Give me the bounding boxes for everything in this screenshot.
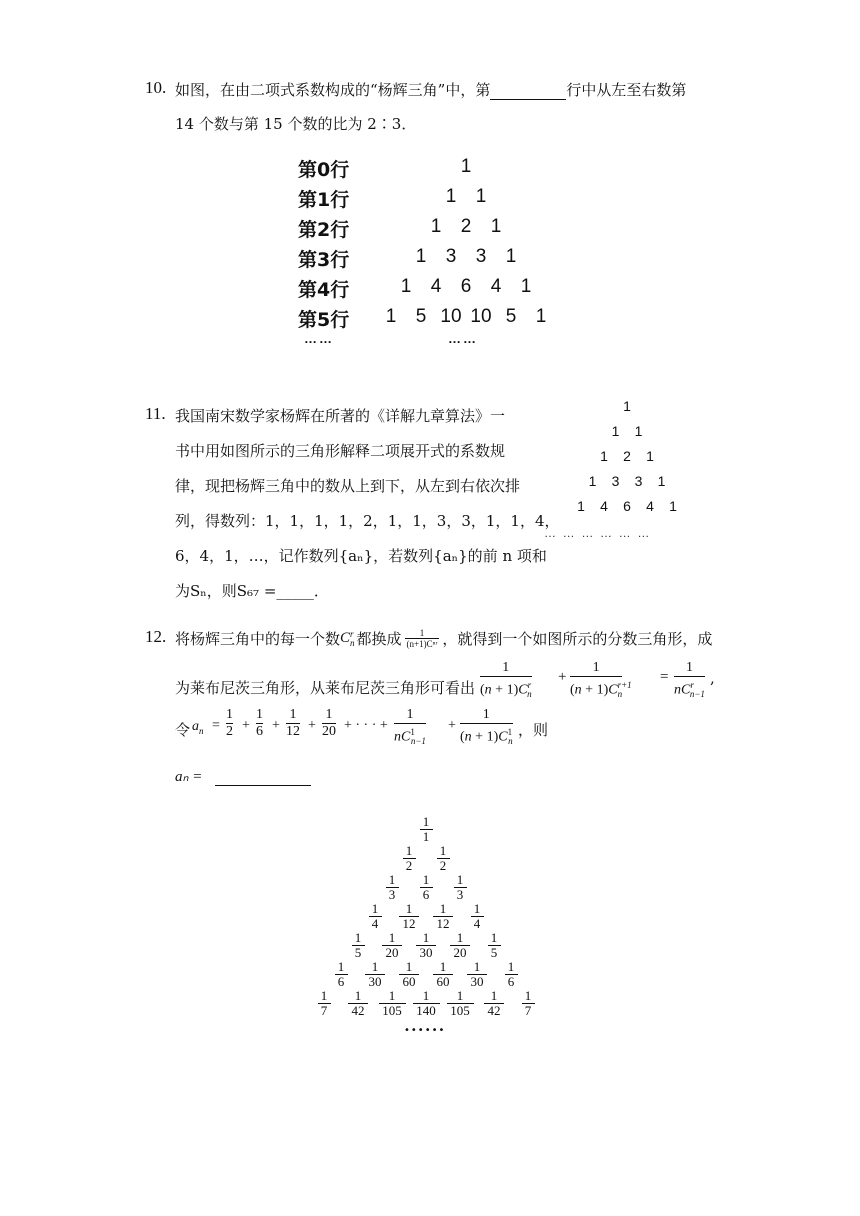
q12-fraction-numerator: 1	[490, 930, 498, 945]
q12-line4	[175, 767, 311, 786]
q12-line1-d: ，就得到一个如图所示的分数三角形，成	[442, 630, 713, 648]
q10-line1-a: 如图，在由二项式系数构成的“杨辉三角”中，第	[175, 81, 491, 99]
q10-cell-3-2: 3	[475, 246, 487, 267]
q12-fraction-denominator: 2	[439, 858, 447, 873]
q12-fraction-denominator: 6	[337, 974, 345, 989]
q12-fraction-4-2	[411, 931, 441, 960]
q12-fraction-denominator: 42	[487, 1003, 501, 1018]
q12-fraction-numerator: 1	[524, 988, 532, 1003]
q12-fraction-denominator: 30	[470, 974, 484, 989]
q10-cell-0-0: 1	[460, 156, 472, 177]
q12-fraction-5-2	[394, 960, 424, 989]
q12-fraction-numerator: 1	[388, 988, 396, 1003]
q12-fraction-numerator: 1	[456, 988, 464, 1003]
q10-cell-3-1: 3	[445, 246, 457, 267]
q12-fraction-numerator: 1	[507, 959, 515, 974]
q12-line3-a: 令	[175, 721, 191, 739]
q10-row-label-4: 第4行	[298, 279, 350, 301]
q11-pascal-figure	[544, 398, 710, 543]
q12-fraction-denominator: 7	[320, 1003, 328, 1018]
q12-fraction-6-1	[343, 989, 373, 1018]
q12-fraction-denominator: 30	[368, 974, 382, 989]
q12-line1-b: 都换成	[356, 630, 402, 648]
q12-fraction-numerator: 1	[371, 901, 379, 916]
q12-an-formula	[192, 705, 532, 747]
q12-fraction-denominator: 20	[453, 945, 467, 960]
q10-cell-2-2: 1	[490, 216, 502, 237]
q12-leibniz-figure	[300, 815, 560, 1050]
q10-cell-5-2: 10	[440, 306, 462, 327]
q12-fraction-numerator: 1	[422, 930, 430, 945]
q12-an-term-last: 1 $(n + 1)C^1_n$	[460, 707, 513, 747]
q10-cell-2-1: 2	[460, 216, 472, 237]
q12-answer-blank[interactable]	[215, 767, 311, 786]
q12-an-plus: +	[242, 718, 250, 733]
q12-an-plus: + · · · +	[344, 718, 388, 733]
q10-cell-5-4: 5	[505, 306, 517, 327]
q11-cell-4-1: 4	[600, 498, 608, 514]
q12-fraction-numerator: 1	[405, 959, 413, 974]
q12-fraction-denominator: 5	[490, 945, 498, 960]
q11-number: 11.	[145, 404, 166, 423]
q12-fraction-numerator: 1	[422, 814, 430, 829]
q12-fraction-4-3	[445, 931, 475, 960]
q11-cell-2-1: 2	[623, 448, 631, 464]
q10-cell-4-0: 1	[400, 276, 412, 297]
q12-fraction-6-4	[445, 989, 475, 1018]
q10-cell-4-4: 1	[520, 276, 532, 297]
q12-identity-formula	[478, 660, 718, 700]
q10-cell-1-0: 1	[445, 186, 457, 207]
q12-number: 12.	[145, 627, 167, 646]
q11-cell-4-2: 6	[623, 498, 631, 514]
q12-fraction-numerator: 1	[473, 901, 481, 916]
q12-identity-rhs: 1 $nC^r_{n-1}$	[674, 660, 705, 700]
q10-row-label-2: 第2行	[298, 219, 350, 241]
q10-cell-5-1: 5	[415, 306, 427, 327]
q12-fraction-5-4	[462, 960, 492, 989]
q11-cell-2-0: 1	[600, 448, 608, 464]
q12-fraction-4-1	[377, 931, 407, 960]
q12-fraction-6-2	[377, 989, 407, 1018]
q12-line1-c-indices: r n	[350, 628, 355, 648]
q10-cell-5-3: 10	[470, 306, 492, 327]
q12-fraction-numerator: 1	[388, 872, 396, 887]
q12-fraction-denominator: 60	[436, 974, 450, 989]
q10-number: 10.	[145, 78, 167, 97]
q10-cell-3-3: 1	[505, 246, 517, 267]
q11-cell-3-0: 1	[588, 473, 597, 489]
q12-ellipsis: ••••••	[404, 1025, 446, 1036]
q12-fraction-2-2	[445, 873, 475, 902]
q12-fraction-3-1	[394, 902, 424, 931]
q12-fraction-5-3	[428, 960, 458, 989]
q12-fraction-6-5	[479, 989, 509, 1018]
q11-cell-1-1: 1	[634, 423, 643, 439]
q11-cell-3-1: 3	[611, 473, 620, 489]
q11-cell-1-0: 1	[611, 423, 620, 439]
q10-cell-1-1: 1	[475, 186, 487, 207]
q12-fraction-numerator: 1	[439, 843, 447, 858]
q12-fraction-denominator: 42	[351, 1003, 365, 1018]
q10-cell-4-2: 6	[460, 276, 472, 297]
q12-fraction-numerator: 1	[456, 872, 464, 887]
q12-an-term-n: 1 $nC^1_{n-1}$	[394, 707, 426, 747]
q12-line1	[175, 628, 712, 649]
q12-fraction-numerator: 1	[422, 872, 430, 887]
q12-fraction-4-0	[343, 931, 373, 960]
q12-an-plus: +	[448, 718, 456, 733]
q12-fraction-numerator: 1	[439, 959, 447, 974]
q10-answer-blank[interactable]	[490, 81, 566, 100]
q12-line1-frac-num: 1	[419, 628, 425, 638]
q12-fraction-5-0	[326, 960, 356, 989]
q12-line1-c: C	[340, 630, 351, 646]
q12-fraction-6-3	[411, 989, 441, 1018]
q10-number-ellipsis: ……	[448, 331, 478, 346]
q12-fraction-denominator: 105	[382, 1003, 402, 1018]
q12-fraction-numerator: 1	[456, 930, 464, 945]
q12-fraction-numerator: 1	[354, 988, 362, 1003]
q12-an-equals: =	[212, 718, 220, 733]
q11-line-4: 6，4，1，…，记作数列{aₙ}，若数列{aₙ}的前 n 项和	[175, 547, 547, 565]
q12-fraction-denominator: 12	[402, 916, 416, 931]
q12-an-symbol: $a_n$	[192, 719, 204, 736]
q12-fraction-numerator: 1	[490, 988, 498, 1003]
q12-fraction-4-4	[479, 931, 509, 960]
q12-fraction-denominator: 4	[473, 916, 481, 931]
q12-fraction-denominator: 6	[422, 887, 430, 902]
q12-identity-term1: 1 $(n + 1)C^r_n$	[480, 660, 532, 700]
q11-cell-4-0: 1	[577, 498, 585, 514]
q12-fraction-numerator: 1	[320, 988, 328, 1003]
q11-cell-2-2: 1	[646, 448, 654, 464]
q11-line-5: 为Sₙ，则S₆₇ =_____．	[175, 582, 329, 600]
q12-an-plus: +	[272, 718, 280, 733]
q11-line-3: 列，得数列：1，1，1，1，2，1，1，3，3，1，1，4，	[175, 512, 560, 530]
q10-line2: 14 个数与第 15 个数的比为 2∶3．	[175, 115, 417, 133]
q12-fraction-denominator: 105	[450, 1003, 470, 1018]
q12-fraction-denominator: 3	[456, 887, 464, 902]
q12-line2: 为莱布尼茨三角形，从莱布尼茨三角形可看出	[175, 679, 476, 697]
q12-fraction-numerator: 1	[337, 959, 345, 974]
q12-fraction-denominator: 20	[385, 945, 399, 960]
q10-cell-4-3: 4	[490, 276, 502, 297]
q10-row-label-3: 第3行	[298, 249, 350, 271]
q10-cell-5-0: 1	[385, 306, 397, 327]
q12-identity-equals: =	[660, 669, 669, 685]
q12-line1-frac-den: (n+1)Cⁿʳ	[406, 639, 438, 649]
q11-line-1: 书中用如图所示的三角形解释二项展开式的系数规	[175, 442, 506, 460]
q10-row-label-1: 第1行	[298, 189, 350, 211]
q12-line1-fraction	[405, 628, 440, 649]
q11-line-2: 律，现把杨辉三角中的数从上到下，从左到右依次排	[175, 477, 521, 495]
q10-row-label-0: 第0行	[298, 159, 350, 181]
q12-an-term-4: 1 20	[322, 707, 336, 739]
q12-fraction-2-0	[377, 873, 407, 902]
q12-identity-comma: ,	[710, 669, 715, 687]
q12-fraction-6-6	[513, 989, 543, 1018]
q12-fraction-numerator: 1	[422, 988, 430, 1003]
q12-fraction-1-0	[394, 844, 424, 873]
q11-cell-4-4: 1	[669, 498, 677, 514]
q11-cell-0-0: 1	[623, 398, 631, 414]
q12-an-plus: +	[308, 718, 316, 733]
q12-fraction-denominator: 12	[436, 916, 450, 931]
q12-an-term-2: 1 6	[256, 707, 263, 739]
q12-fraction-denominator: 3	[388, 887, 396, 902]
q12-line1-a: 将杨辉三角中的每一个数	[175, 630, 341, 648]
q12-fraction-2-1	[411, 873, 441, 902]
q12-fraction-5-1	[360, 960, 390, 989]
q12-fraction-numerator: 1	[388, 930, 396, 945]
q12-fraction-numerator: 1	[439, 901, 447, 916]
q12-fraction-3-0	[360, 902, 390, 931]
q10-cell-2-0: 1	[430, 216, 442, 237]
q10-cell-5-5: 1	[535, 306, 547, 327]
q12-fraction-numerator: 1	[405, 843, 413, 858]
q12-fraction-numerator: 1	[473, 959, 481, 974]
q10-cell-3-0: 1	[415, 246, 427, 267]
q12-fraction-denominator: 5	[354, 945, 362, 960]
q10-pascal-figure	[298, 155, 568, 355]
q12-fraction-6-0	[309, 989, 339, 1018]
q12-fraction-numerator: 1	[371, 959, 379, 974]
q11-cell-3-3: 1	[657, 473, 666, 489]
q10-line1	[175, 79, 686, 100]
q10-label-ellipsis: ……	[304, 331, 334, 346]
q12-fraction-denominator: 60	[402, 974, 416, 989]
q12-fraction-numerator: 1	[405, 901, 413, 916]
q12-fraction-denominator: 7	[524, 1003, 532, 1018]
q12-fraction-3-2	[428, 902, 458, 931]
q12-fraction-3-3	[462, 902, 492, 931]
q12-fraction-denominator: 1	[422, 829, 430, 844]
q11-ellipsis-row: … … … … … …	[544, 526, 650, 540]
q12-fraction-denominator: 6	[507, 974, 515, 989]
q12-an-term-1: 1 2	[226, 707, 233, 739]
q10-row-label-5: 第5行	[298, 309, 350, 331]
q11-line-0: 我国南宋数学家杨辉在所著的《详解九章算法》一	[175, 407, 506, 425]
q10-cell-4-1: 4	[430, 276, 442, 297]
q12-fraction-5-5	[496, 960, 526, 989]
q12-answer-label: aₙ =	[175, 769, 203, 785]
q12-identity-term2: 1 $(n + 1)C^{r+1}_n$	[570, 660, 632, 700]
q12-fraction-denominator: 2	[405, 858, 413, 873]
q10-line1-b: 行中从左至右数第	[566, 81, 687, 99]
q12-line3-b: ，则	[518, 721, 549, 739]
q12-fraction-numerator: 1	[354, 930, 362, 945]
q12-fraction-denominator: 30	[419, 945, 433, 960]
q12-an-term-3: 1 12	[286, 707, 300, 739]
q12-fraction-0-0	[411, 815, 441, 844]
q11-cell-4-3: 4	[646, 498, 654, 514]
q12-fraction-denominator: 4	[371, 916, 379, 931]
q12-fraction-denominator: 140	[416, 1003, 436, 1018]
q11-cell-3-2: 3	[634, 473, 643, 489]
q12-fraction-1-1	[428, 844, 458, 873]
q12-identity-plus: +	[558, 669, 567, 685]
